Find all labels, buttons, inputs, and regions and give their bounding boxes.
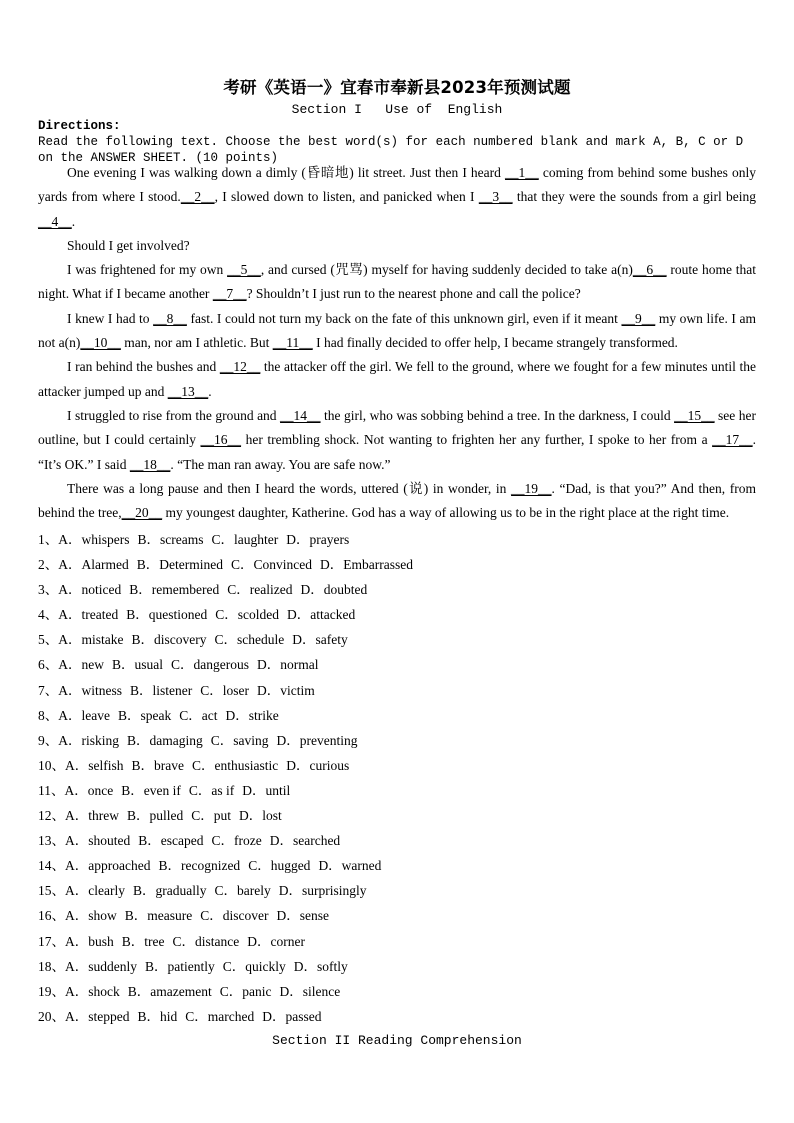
answer-option: D．strike: [225, 707, 279, 723]
answer-option: D．sense: [276, 908, 329, 924]
passage-text: One evening I was walking down a dimly (昏暗地) lit street. Just then I heard: [67, 165, 505, 180]
answer-option: B．Determined: [136, 557, 223, 573]
answer-option: D．doubted: [300, 582, 368, 598]
answer-option: C．schedule: [214, 632, 285, 648]
question-row: [38, 728, 758, 753]
blank-number: __18__: [129, 456, 171, 472]
answer-option: A．selfish: [65, 757, 124, 773]
passage-text: I knew I had to: [67, 310, 154, 326]
question-number: 1、: [38, 532, 59, 547]
question-row: [38, 929, 758, 954]
passage-paragraph: [38, 404, 756, 477]
question-number: 16、: [38, 908, 65, 924]
answer-option: D．warned: [318, 858, 382, 874]
passage-paragraph: [38, 234, 756, 258]
question-row: [38, 903, 758, 928]
answer-option: A．shouted: [65, 833, 131, 849]
answer-option: B．discovery: [131, 632, 207, 648]
page-title: 考研《英语一》宜春市奉新县2023年预测试题: [223, 78, 571, 97]
passage-text: the attacker off the girl. We fell to the ground, where we fought for a few minutes until the attacker jumped up and: [38, 359, 757, 399]
passage-text: I ran behind the bushes and: [67, 359, 220, 375]
passage-text: ? Shouldn’t I just run to the nearest phone and call the police?: [246, 286, 581, 302]
question-number: 6、: [38, 657, 59, 673]
blank-number: __3__: [478, 189, 513, 205]
question-row: [38, 979, 758, 1004]
section-heading: Section I Use of English: [291, 102, 503, 117]
answer-option: C．Convinced: [230, 557, 312, 573]
blank-number: __15__: [674, 407, 715, 423]
passage-paragraph: [38, 161, 756, 234]
question-number: 15、: [38, 883, 65, 899]
question-row: [38, 803, 758, 828]
answer-option: D．softly: [293, 958, 348, 974]
question-number: 4、: [38, 607, 59, 623]
directions-text: Read the following text. Choose the best word(s) for each numbered blank and mark A, B, C or D on the ANSWER SHEET. (10 points): [38, 135, 744, 165]
answer-option: C．barely: [214, 883, 271, 899]
question-row: [38, 878, 758, 903]
blank-number: __2__: [180, 189, 215, 205]
passage-text: .: [208, 383, 212, 399]
question-row: [38, 577, 758, 602]
answer-option: C．enthusiastic: [191, 757, 279, 773]
answer-option: D．surprisingly: [278, 883, 367, 899]
answer-option: D．victim: [257, 682, 315, 698]
answer-option: A．suddenly: [65, 958, 137, 974]
blank-number: __13__: [167, 383, 209, 399]
answer-option: C．loser: [200, 682, 249, 698]
question-row: [38, 552, 758, 577]
answer-option: A．mistake: [58, 632, 124, 648]
answer-option: B．even if: [121, 782, 181, 798]
answer-option: B．usual: [112, 657, 164, 673]
answer-option: C．panic: [219, 983, 272, 999]
blank-number: __20__: [121, 505, 163, 521]
answer-option: C．as if: [188, 782, 235, 798]
question-number: 5、: [38, 632, 59, 648]
passage-text: There was a long pause and then I heard the words, uttered (说) in wonder, in: [67, 480, 512, 496]
answer-option: A．stepped: [65, 1008, 130, 1024]
answer-option: D．until: [242, 782, 291, 798]
answer-option: C．laughter: [211, 532, 279, 547]
answer-option: B．hid: [137, 1008, 178, 1024]
answer-option: A．whispers: [58, 532, 130, 547]
blank-number: __16__: [200, 432, 242, 448]
question-number: 8、: [38, 707, 59, 723]
question-row: [38, 527, 758, 552]
answer-option: D．corner: [247, 933, 305, 949]
answer-option: C．act: [179, 707, 218, 723]
passage-text: coming from behind some bushes only yards from where I stood.: [38, 165, 756, 205]
answer-option: A．approached: [65, 858, 151, 874]
question-number: 19、: [38, 983, 65, 999]
answer-option: C．hugged: [248, 858, 311, 874]
answer-option: A．once: [64, 782, 114, 798]
question-number: 14、: [38, 858, 65, 874]
passage-text: see her outline, but I could certainly: [38, 407, 756, 448]
passage-text: route home that night. What if I became another: [38, 262, 756, 302]
answer-option: D．prayers: [286, 532, 350, 547]
blank-number: __14__: [280, 407, 321, 423]
question-number: 17、: [38, 933, 65, 949]
passage-paragraph: [38, 307, 756, 356]
answer-option: D．normal: [257, 657, 319, 673]
question-row: [38, 627, 758, 652]
question-row: [38, 1004, 758, 1029]
passage-text: I had finally decided to offer help, I became strangely transformed.: [312, 335, 678, 351]
answer-option: B．escaped: [138, 833, 204, 849]
passage-text: her trembling shock. Not wanting to frighten her any further, I spoke to her from a: [241, 432, 713, 448]
answer-option: B．damaging: [127, 732, 203, 748]
answer-option: D．attacked: [286, 607, 356, 623]
passage-text: my youngest daughter, Katherine. God has a way of allowing us to be in the right place at the right time.: [162, 505, 730, 521]
answer-option: A．show: [65, 908, 117, 924]
passage-text: . “The man ran away. You are safe now.”: [170, 456, 391, 472]
question-number: 13、: [38, 833, 65, 849]
passage-text: , I slowed down to listen, and panicked when I: [214, 189, 479, 205]
answer-option: A．treated: [58, 607, 119, 623]
answer-option: A．risking: [58, 732, 119, 748]
answer-option: A．noticed: [58, 582, 122, 598]
answer-option: A．witness: [58, 682, 122, 698]
answer-option: C．dangerous: [171, 657, 250, 673]
blank-number: __17__: [712, 432, 753, 448]
answer-option: B．gradually: [132, 883, 207, 899]
passage-text: .: [71, 213, 76, 229]
blank-number: __5__: [227, 262, 261, 278]
blank-number: __8__: [153, 310, 187, 326]
answer-option: D．lost: [239, 808, 282, 824]
passage-text: my own life. I am not a(n): [38, 310, 756, 351]
answer-option: A．leave: [58, 707, 110, 723]
answer-option: A．clearly: [65, 883, 125, 899]
question-number: 9、: [38, 732, 59, 748]
question-number: 11、: [38, 782, 65, 798]
answer-option: C．quickly: [222, 958, 286, 974]
passage-text: man, nor am I athletic. But: [120, 335, 273, 351]
blank-number: __1__: [504, 165, 539, 180]
passage-paragraph: [38, 355, 756, 404]
question-number: 3、: [38, 582, 59, 598]
passage-text: . “Dad, is that you?” And then, from behind the tree,: [38, 480, 756, 521]
answer-option: B．listener: [130, 682, 193, 698]
blank-number: __11__: [272, 335, 313, 351]
answer-option: A．threw: [65, 808, 119, 824]
question-row: [38, 703, 758, 728]
answer-option: A．Alarmed: [58, 557, 129, 573]
question-row: [38, 652, 758, 677]
answer-option: B．recognized: [158, 858, 241, 874]
answer-option: B．pulled: [127, 808, 184, 824]
blank-number: __9__: [621, 310, 656, 326]
answer-option: B．measure: [124, 908, 193, 924]
section-heading-reading: Section II Reading Comprehension: [272, 1033, 522, 1048]
answer-option: D．curious: [286, 757, 350, 773]
answer-option: B．screams: [137, 532, 204, 547]
answer-option: B．brave: [131, 757, 184, 773]
answer-option: D．safety: [292, 632, 348, 648]
answer-option: B．tree: [121, 933, 165, 949]
passage-text: fast. I could not turn my back on the fate of this unknown girl, even if it meant: [186, 310, 622, 326]
passage-text: that they were the sounds from a girl being: [512, 189, 756, 205]
question-row: [38, 853, 758, 878]
question-row: [38, 678, 758, 703]
answer-option: C．marched: [185, 1008, 255, 1024]
question-row: [38, 602, 758, 627]
passage-text: . “It’s OK.” I said: [38, 432, 756, 472]
question-options-list: [38, 527, 758, 1029]
answer-option: A．new: [58, 657, 104, 673]
blank-number: __19__: [511, 480, 552, 496]
question-number: 2、: [38, 557, 59, 573]
passage-text: I struggled to rise from the ground and: [67, 407, 281, 423]
question-row: [38, 954, 758, 979]
answer-option: B．amazement: [127, 983, 212, 999]
question-number: 7、: [38, 682, 59, 698]
question-number: 10、: [38, 757, 65, 773]
blank-number: __6__: [632, 262, 667, 278]
question-row: [38, 828, 758, 853]
answer-option: C．realized: [227, 582, 293, 598]
blank-number: __10__: [80, 335, 121, 351]
passage-paragraph: [38, 477, 756, 526]
passage-text: the girl, who was sobbing behind a tree. In the darkness, I could: [320, 407, 675, 423]
question-row: [38, 778, 758, 803]
answer-option: B．remembered: [129, 582, 220, 598]
answer-option: A．shock: [65, 983, 120, 999]
answer-option: C．put: [191, 808, 232, 824]
passage-paragraph: [38, 258, 756, 307]
question-number: 20、: [38, 1008, 65, 1024]
answer-option: B．questioned: [126, 607, 208, 623]
answer-option: D．passed: [262, 1008, 322, 1024]
cloze-passage: [38, 161, 756, 525]
answer-option: D．preventing: [276, 732, 358, 748]
question-row: [38, 753, 758, 778]
answer-option: C．scolded: [215, 607, 279, 623]
answer-option: B．patiently: [145, 958, 215, 974]
blank-number: __12__: [219, 359, 261, 375]
answer-option: D．silence: [279, 983, 341, 999]
answer-option: C．distance: [172, 933, 240, 949]
answer-option: C．discover: [200, 908, 269, 924]
passage-text: Should I get involved?: [67, 237, 190, 253]
blank-number: __7__: [212, 286, 247, 302]
passage-text: , and cursed (咒骂) myself for having suddenly decided to take a(n): [260, 262, 633, 278]
passage-text: I was frightened for my own: [67, 262, 228, 278]
directions-label: Directions:: [38, 119, 121, 133]
blank-number: __4__: [38, 213, 72, 229]
answer-option: D．searched: [269, 833, 341, 849]
question-number: 12、: [38, 808, 65, 824]
answer-option: C．saving: [210, 732, 269, 748]
answer-option: A．bush: [65, 933, 114, 949]
answer-option: B．speak: [117, 707, 172, 723]
answer-option: C．froze: [211, 833, 262, 849]
answer-option: D．Embarrassed: [319, 557, 413, 573]
question-number: 18、: [38, 958, 65, 974]
